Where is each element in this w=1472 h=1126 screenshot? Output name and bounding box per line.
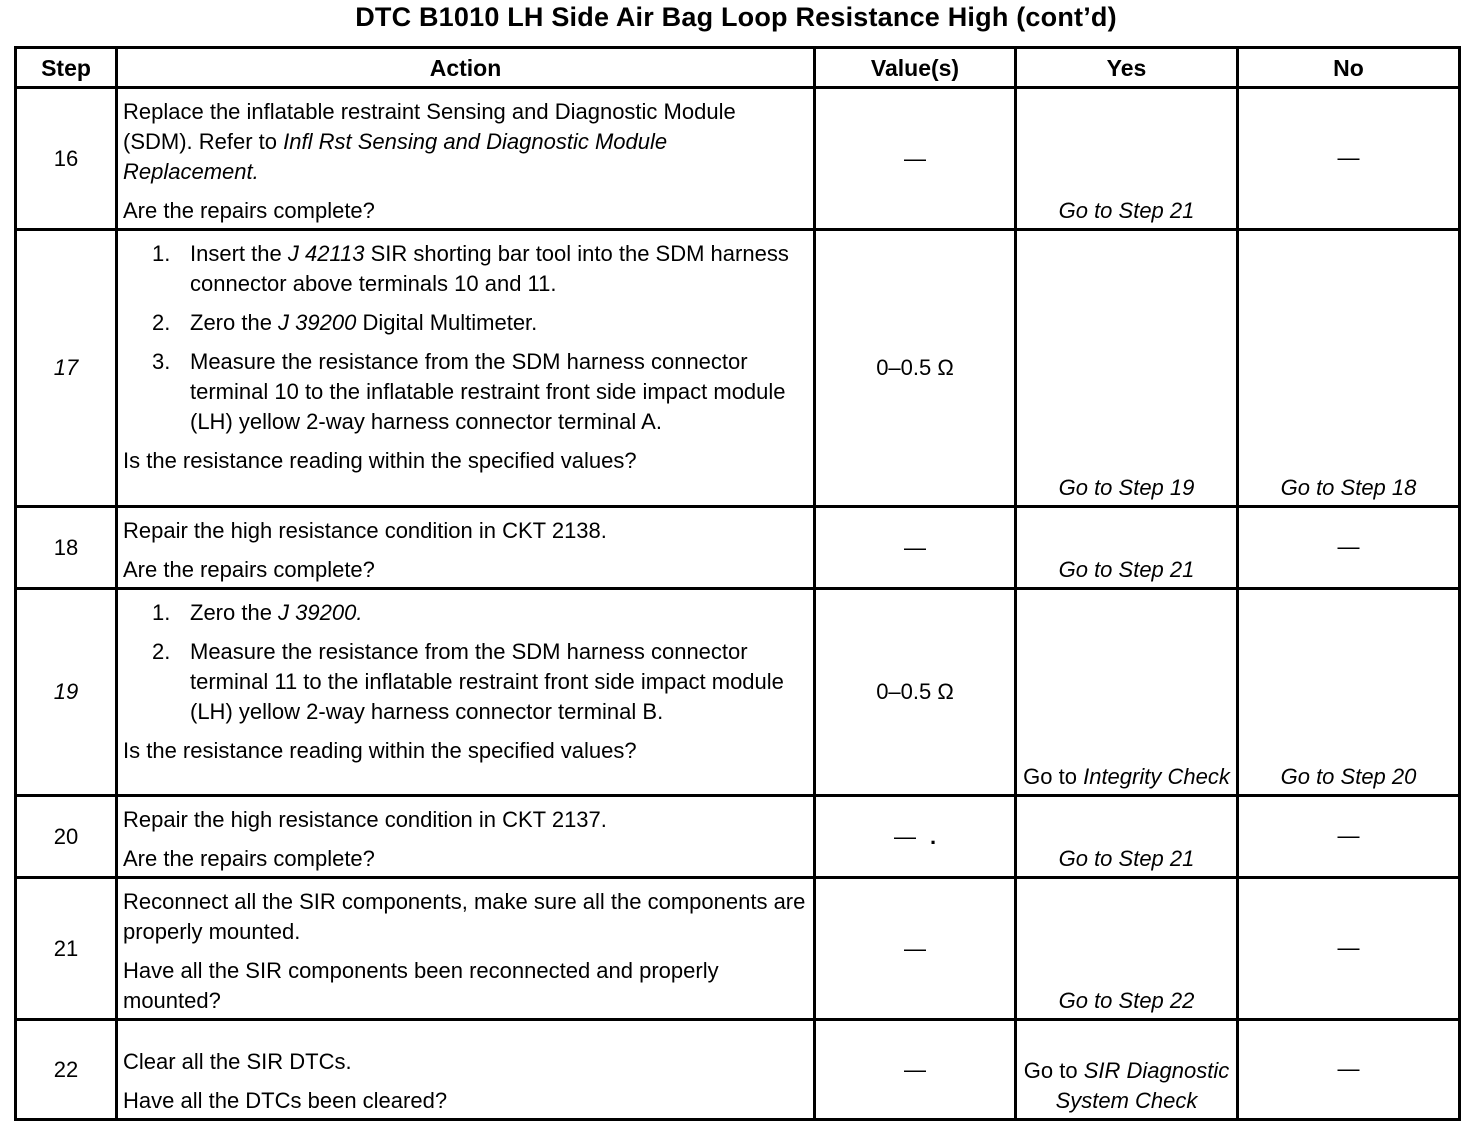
action-text: Repair the high resistance condition in CKT 2138. <box>123 518 607 543</box>
list-item-number: 1. <box>152 600 171 625</box>
table-row <box>16 589 1460 796</box>
stray-mark: . <box>929 823 937 849</box>
list-item-text: Zero the <box>190 310 279 335</box>
header-values: Value(s) <box>815 48 1016 88</box>
action-text: Repair the high resistance condition in CKT 2137. <box>123 807 607 832</box>
list-item-number: 2. <box>152 310 171 335</box>
list-item <box>123 598 807 628</box>
action-cell <box>117 589 815 796</box>
list-item-text: Zero the <box>190 600 279 625</box>
step-number: 16 <box>16 88 117 230</box>
diagnostic-table <box>14 46 1461 1121</box>
value-cell: — <box>815 878 1016 1020</box>
action-cell <box>117 230 815 507</box>
sir-check-reference: SIR Diagnostic System Check <box>1055 1058 1230 1113</box>
yes-cell: Go to Step 21 <box>1016 796 1238 878</box>
yes-cell <box>1016 589 1238 796</box>
yes-cell: Go to Step 22 <box>1016 878 1238 1020</box>
yes-text: Go to <box>1023 764 1084 789</box>
yes-cell: Go to Step 21 <box>1016 88 1238 230</box>
action-question: Are the repairs complete? <box>123 846 375 871</box>
action-cell <box>117 88 815 230</box>
page-title: DTC B1010 LH Side Air Bag Loop Resistance High (cont’d) <box>355 2 1117 32</box>
list-item-number: 1. <box>152 241 171 266</box>
tool-reference: J 39200 <box>278 310 357 335</box>
list-item-text: Measure the resistance from the SDM harness connector terminal 11 to the inflatable restraint front side impact module (LH) yellow 2-way harness connector terminal B. <box>190 639 784 724</box>
header-step: Step <box>16 48 117 88</box>
list-item-text: Digital Multimeter. <box>356 310 538 335</box>
no-cell: — <box>1238 878 1460 1020</box>
action-text: Reconnect all the SIR components, make sure all the components are properly mounted. <box>123 889 806 944</box>
value-cell: — <box>815 507 1016 589</box>
value-cell: — <box>815 88 1016 230</box>
value-text: — <box>893 823 916 849</box>
no-cell: — <box>1238 507 1460 589</box>
tool-reference: J 39200. <box>278 600 363 625</box>
action-text-part: Replace the inflatable restraint Sensing and Diagnostic Module (SDM). Refer to <box>123 99 736 154</box>
list-item-text: Measure the resistance from the SDM harness connector terminal 10 to the inflatable restraint front side impact module (LH) yellow 2-way harness connector terminal A. <box>190 349 786 434</box>
no-cell: — <box>1238 796 1460 878</box>
list-item <box>123 308 807 338</box>
list-item-text: Insert the <box>190 241 288 266</box>
action-question: Is the resistance reading within the specified values? <box>123 448 637 473</box>
step-number: 22 <box>16 1020 117 1120</box>
step-number: 21 <box>16 878 117 1020</box>
header-no: No <box>1238 48 1460 88</box>
yes-cell: Go to Step 21 <box>1016 507 1238 589</box>
table-row <box>16 88 1460 230</box>
step-number: 19 <box>16 589 117 796</box>
action-question: Are the repairs complete? <box>123 557 375 582</box>
value-cell: — <box>815 1020 1016 1120</box>
yes-cell <box>1016 1020 1238 1120</box>
table-row <box>16 507 1460 589</box>
list-item <box>123 347 807 437</box>
procedure-list <box>123 239 807 437</box>
action-cell <box>117 507 815 589</box>
action-question: Have all the SIR components been reconnected and properly mounted? <box>123 958 719 1013</box>
header-action: Action <box>117 48 815 88</box>
value-cell: 0–0.5 Ω <box>815 230 1016 507</box>
value-cell: 0–0.5 Ω <box>815 589 1016 796</box>
action-question: Is the resistance reading within the specified values? <box>123 738 637 763</box>
action-question: Have all the DTCs been cleared? <box>123 1088 448 1113</box>
procedure-list <box>123 598 807 727</box>
list-item-text: SIR shorting bar tool into the SDM harness connector above terminals 10 and 11. <box>190 241 789 296</box>
yes-text: Go to <box>1023 1058 1084 1083</box>
tool-reference: J 42113 <box>287 241 365 266</box>
no-cell: Go to Step 18 <box>1238 230 1460 507</box>
table-row <box>16 796 1460 878</box>
yes-cell: Go to Step 19 <box>1016 230 1238 507</box>
table-row <box>16 878 1460 1020</box>
header-yes: Yes <box>1016 48 1238 88</box>
value-cell <box>815 796 1016 878</box>
action-text <box>123 97 807 187</box>
no-cell: — <box>1238 88 1460 230</box>
step-number: 20 <box>16 796 117 878</box>
table-row <box>16 230 1460 507</box>
list-item-number: 2. <box>152 639 171 664</box>
action-cell <box>117 878 815 1020</box>
action-text: Clear all the SIR DTCs. <box>123 1049 352 1074</box>
reference-link: Infl Rst Sensing and Diagnostic Module Replacement. <box>123 129 668 184</box>
action-cell <box>117 1020 815 1120</box>
table-row <box>16 1020 1460 1120</box>
no-cell: Go to Step 20 <box>1238 589 1460 796</box>
list-item <box>123 637 807 727</box>
step-number: 18 <box>16 507 117 589</box>
step-number: 17 <box>16 230 117 507</box>
action-cell <box>117 796 815 878</box>
list-item <box>123 239 807 299</box>
integrity-check-reference: Integrity Check <box>1083 764 1230 789</box>
header-row <box>16 48 1460 88</box>
action-question: Are the repairs complete? <box>123 198 375 223</box>
no-cell: — <box>1238 1020 1460 1120</box>
list-item-number: 3. <box>152 349 171 374</box>
